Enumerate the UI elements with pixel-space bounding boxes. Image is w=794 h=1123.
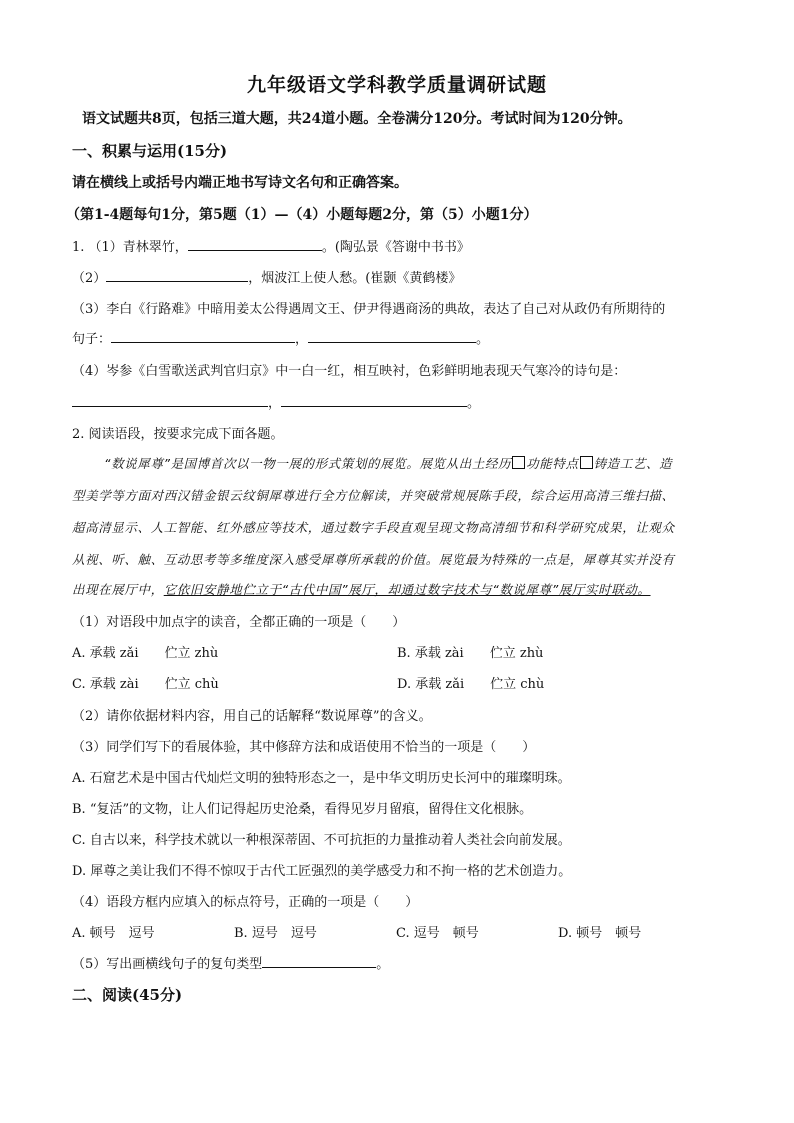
q1-part1-source: 。(陶弘景《答谢中书书》 <box>321 240 470 255</box>
punctuation-box <box>512 456 525 469</box>
q2-sub1-options-row2 <box>72 673 722 692</box>
q2-sub3-option-d[interactable]: D. 犀尊之美让我们不得不惊叹于古代工匠强烈的美学感受力和不拘一格的艺术创造力。 <box>72 864 572 879</box>
q1-part4-prompt: （4）岑参《白雪歌送武判官归京》中一白一红，相互映衬，色彩鲜明地表现天气寒冷的诗句是： <box>72 364 627 379</box>
answer-blank[interactable] <box>281 392 467 407</box>
answer-blank[interactable] <box>106 267 248 282</box>
passage-line: 型美学等方面对西汉错金银云纹铜犀尊进行全方位解读，并突破常规展陈手段，综合运用高清三维扫描、 <box>72 488 675 503</box>
q1-part4-answer <box>72 392 722 411</box>
option-d[interactable]: D. 承载 zǎi 伫立 chù <box>397 677 545 692</box>
passage-text: 铸造工艺、造 <box>593 456 673 471</box>
q2-sub4-stem: （4）语段方框内应填入的标点符号，正确的一项是（ ） <box>72 895 419 910</box>
answer-blank[interactable] <box>72 392 268 407</box>
passage-text: “数说犀尊”是国博首次以一物一展的形式策划的展览。展览从出土经历 <box>104 456 512 471</box>
passage-line <box>72 580 722 598</box>
option-b[interactable]: B. 承载 zài 伫立 zhù <box>397 646 544 661</box>
q2-sub2-stem: （2）请你依据材料内容，用自己的话解释“数说犀尊”的含义。 <box>72 709 432 724</box>
q1-part1 <box>72 236 722 255</box>
option-d[interactable]: D. 顿号 顿号 <box>558 926 642 941</box>
option-a[interactable]: A. 承载 zǎi 伫立 zhù <box>72 646 219 661</box>
q1-part1-prefix: 1. （1）青林翠竹， <box>72 240 188 255</box>
q2-sub5 <box>72 953 722 972</box>
option-a[interactable]: A. 顿号 逗号 <box>72 926 155 941</box>
q1-part2-prefix: （2） <box>72 271 107 286</box>
answer-blank[interactable] <box>188 236 322 251</box>
answer-blank[interactable] <box>308 328 476 343</box>
option-b[interactable]: B. 逗号 逗号 <box>234 926 317 941</box>
punctuation-box <box>580 456 593 469</box>
section-1-heading: 一、积累与运用(15分) <box>72 142 228 160</box>
q1-part3-prompt: （3）李白《行路难》中暗用姜太公得遇周文王、伊尹得遇商汤的典故，表达了自己对从政仍有所期待的 <box>72 302 666 317</box>
period: 。 <box>467 396 481 411</box>
underlined-sentence: 它依旧安静地伫立于“古代中国”展厅，却通过数字技术与“数说犀尊”展厅实时联动。 <box>163 582 651 597</box>
passage-line: 超高清显示、人工智能、红外感应等技术，通过数字手段直观呈现文物高清细节和科学研究成果，让观众 <box>72 520 675 535</box>
answer-blank[interactable] <box>111 328 295 343</box>
passage-line: 从视、听、触、互动思考等多维度深入感受犀尊所承载的价值。展览最为特殊的一点是，犀尊其实并没有 <box>72 552 675 567</box>
q2-stem: 2. 阅读语段，按要求完成下面各题。 <box>72 427 284 442</box>
passage-line <box>104 454 722 472</box>
q2-sub1-options-row1 <box>72 642 722 661</box>
q2-sub3-option-b[interactable]: B. “复活”的文物，让人们记得起历史沧桑，看得见岁月留痕，留得住文化根脉。 <box>72 802 533 817</box>
section-1-scoring: （第1-4题每句1分，第5题（1）—（4）小题每题2分，第（5）小题1分） <box>66 207 538 223</box>
exam-intro: 语文试题共8页，包括三道大题，共24道小题。全卷满分120分。考试时间为120分钟。 <box>82 111 632 127</box>
comma: ， <box>268 396 282 411</box>
option-c[interactable]: C. 承载 zài 伫立 chù <box>72 677 219 692</box>
q2-sub3-option-a[interactable]: A. 石窟艺术是中国古代灿烂文明的独特形态之一，是中华文明历史长河中的璀璨明珠。 <box>72 771 571 786</box>
passage-text: 功能特点 <box>526 456 579 471</box>
passage-text: 出现在展厅中， <box>72 582 164 597</box>
option-c[interactable]: C. 逗号 顿号 <box>396 926 479 941</box>
period: 。 <box>476 332 490 347</box>
comma: ， <box>295 332 309 347</box>
section-2-heading: 二、阅读(45分) <box>72 986 183 1004</box>
answer-blank[interactable] <box>262 953 376 968</box>
q2-sub5-stem: （5）写出画横线句子的复句类型 <box>72 957 263 972</box>
q2-sub3-option-c[interactable]: C. 自古以来，科学技术就以一种根深蒂固、不可抗拒的力量推动着人类社会向前发展。 <box>72 833 571 848</box>
period: 。 <box>376 957 390 972</box>
q2-sub1-stem: （1）对语段中加点字的读音，全都正确的一项是（ ） <box>72 615 406 630</box>
q1-part2 <box>72 267 722 286</box>
page-title: 九年级语文学科教学质量调研试题 <box>246 74 547 96</box>
q2-sub3-stem: （3）同学们写下的看展体验，其中修辞方法和成语使用不恰当的一项是（ ） <box>72 740 536 755</box>
answer-label: 句子： <box>72 332 112 347</box>
section-1-instruction: 请在横线上或括号内端正地书写诗文名句和正确答案。 <box>72 175 408 191</box>
q1-part3-answer <box>72 328 722 347</box>
q1-part2-source: ，烟波江上使人愁。(崔颢《黄鹤楼》 <box>248 271 462 286</box>
